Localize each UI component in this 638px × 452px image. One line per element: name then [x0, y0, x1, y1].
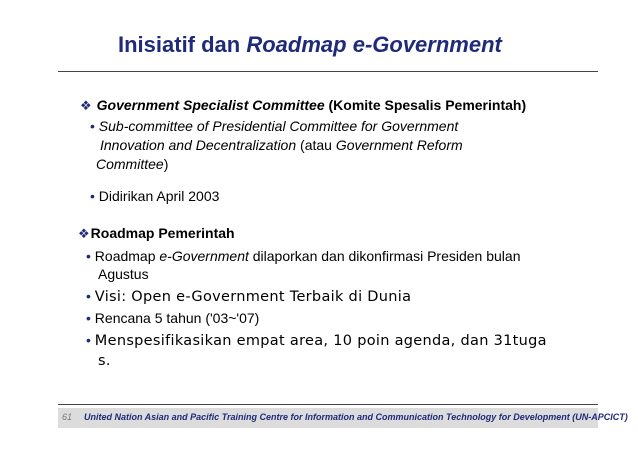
section1-bullet1-line3: Committee): [96, 156, 169, 172]
section1-heading: ❖ Government Specialist Committee (Komite Spesalis Pemerintah): [80, 97, 527, 113]
slide-title: [118, 32, 502, 58]
section2-bullet1-line2: Agustus: [98, 266, 149, 282]
section2-bullet3: • Rencana 5 tahun ('03~'07): [86, 310, 260, 326]
bullet-icon: •: [90, 188, 95, 204]
section1-bullet1-line1: • Sub-committee of Presidential Committee for Government: [90, 118, 459, 134]
top-divider: [58, 71, 598, 72]
bullet-icon: •: [86, 310, 91, 326]
bullet-icon: •: [90, 118, 95, 134]
section1-bullet2: • Didirikan April 2003: [90, 188, 220, 204]
footer-bar: [58, 408, 628, 428]
page-number: 61: [62, 412, 73, 422]
bullet-icon: •: [86, 332, 91, 348]
bullet-icon: •: [86, 248, 91, 264]
title-prefix: Inisiatif dan: [118, 32, 247, 57]
bottom-divider: [58, 404, 598, 405]
diamond-bullet-icon: ❖: [80, 98, 92, 113]
footer-text: United Nation Asian and Pacific Training Centre for Information and Communication Technology for Development (UN-APCICT): [84, 412, 628, 422]
section1-bullet1-line2: Innovation and Decentralization (atau Government Reform: [100, 137, 463, 153]
section2-bullet1-line1: • Roadmap e-Government dilaporkan dan dikonfirmasi Presiden bulan: [86, 248, 521, 264]
section2-heading: ❖Roadmap Pemerintah: [78, 225, 235, 241]
section2-bullet4-line1: • Menspesifikasikan empat area, 10 poin agenda, dan 31tuga: [86, 332, 547, 349]
section2-bullet2: • Visi: Open e-Government Terbaik di Dunia: [86, 288, 412, 305]
section2-bullet4-line2: s.: [98, 353, 111, 369]
title-emphasis: Roadmap e-Government: [246, 32, 502, 57]
diamond-bullet-icon: ❖: [78, 226, 90, 241]
bullet-icon: •: [86, 288, 91, 304]
